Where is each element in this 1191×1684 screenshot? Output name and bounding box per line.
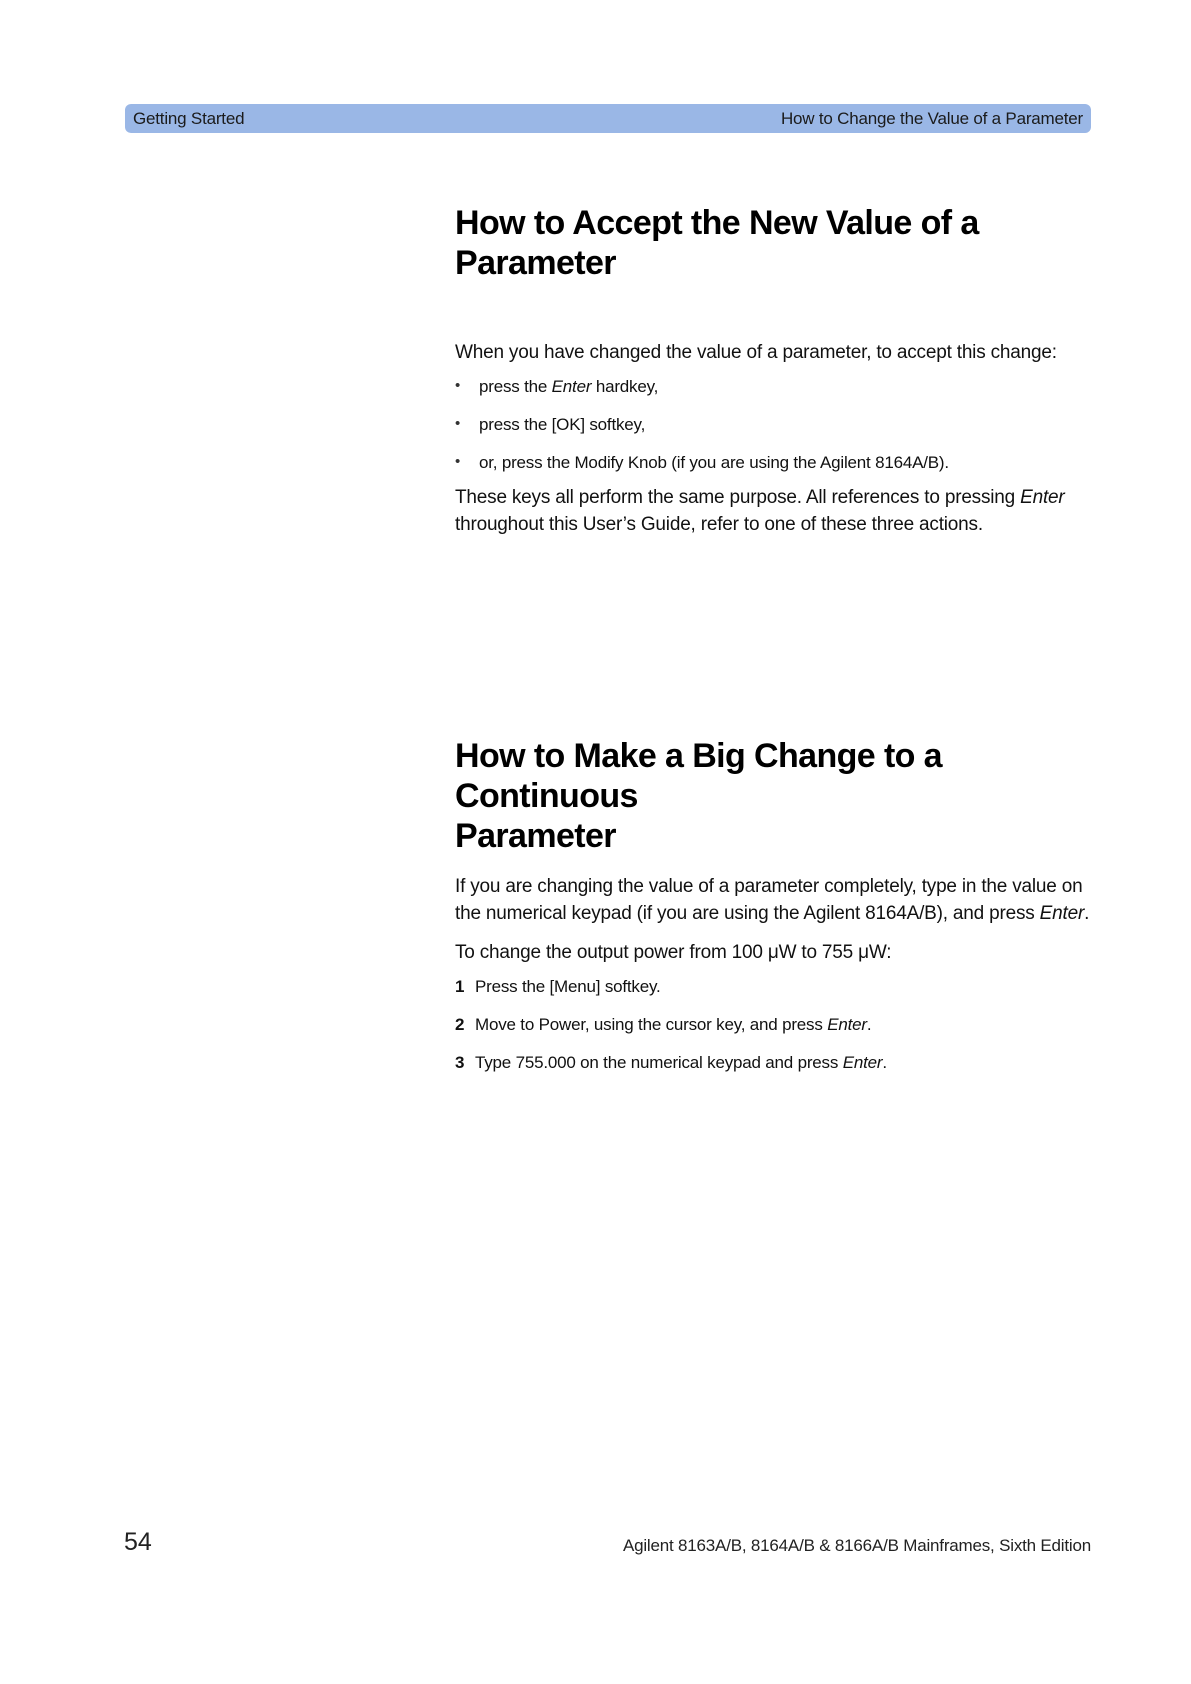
bullet-icon: •: [455, 453, 461, 470]
header-chapter: Getting Started: [133, 109, 245, 128]
footer-title: Agilent 8163A/B, 8164A/B & 8166A/B Mainframes, Sixth Edition: [622, 1536, 1091, 1555]
list-item: • or, press the Modify Knob (if you are using the Agilent 8164A/B).: [455, 453, 949, 472]
header-section: How to Change the Value of a Parameter: [780, 109, 1083, 128]
list-item: • press the Enter hardkey,: [455, 377, 659, 396]
step-item: 3 Type 755.000 on the numerical keypad and press Enter.: [455, 1053, 887, 1072]
numbered-steps: [455, 976, 1095, 1074]
bullet-list: [455, 376, 1095, 474]
intro-paragraph: When you have changed the value of a parameter, to accept this change:: [455, 342, 1057, 363]
list-item: • press the [OK] softkey,: [455, 415, 646, 434]
section-big-change-body: [455, 873, 1095, 1090]
section-big-change: [455, 736, 1095, 856]
bullet-icon: •: [455, 415, 461, 432]
example-paragraph: To change the output power from 100 μW to 755 μW:: [455, 942, 892, 963]
bullet-icon: •: [455, 377, 461, 394]
step-item: 2 Move to Power, using the cursor key, and press Enter.: [455, 1015, 872, 1034]
page-number: 54: [124, 1528, 152, 1556]
section-accept-value: [455, 203, 1095, 283]
intro-paragraph: If you are changing the value of a parameter completely, type in the value on the numerical keypad (if you are using the Agilent 8164A/B), and press Enter.: [455, 876, 1090, 924]
section-heading: How to Accept the New Value of a Parameter: [455, 204, 979, 282]
step-item: 1 Press the [Menu] softkey.: [455, 977, 661, 996]
running-header: [125, 104, 1091, 133]
section-accept-body: [455, 339, 1095, 538]
closing-paragraph: These keys all perform the same purpose. All references to pressing Enter throughout this User’s Guide, refer to one of these three actions.: [455, 487, 1065, 535]
section-heading: How to Make a Big Change to a Continuous Parameter: [455, 737, 942, 855]
